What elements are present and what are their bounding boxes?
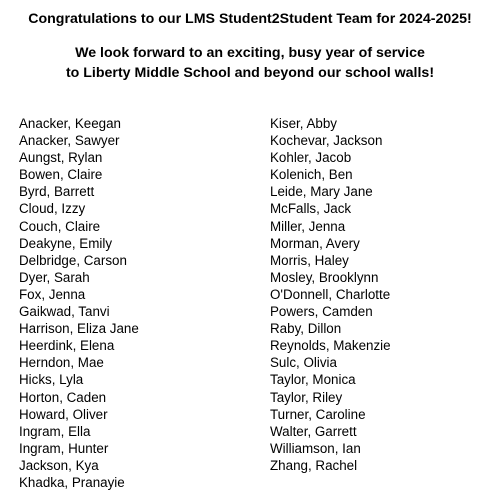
roster-name: Dyer, Sarah	[19, 269, 90, 285]
roster-name: Khadka, Pranayie	[19, 474, 125, 490]
subtitle-line-1: We look forward to an exciting, busy year of service	[75, 45, 425, 61]
roster-name: Ingram, Hunter	[19, 440, 109, 456]
roster-name: Hicks, Lyla	[19, 372, 84, 388]
roster-name: Harrison, Eliza Jane	[19, 321, 139, 337]
roster-name: Morris, Haley	[270, 252, 349, 268]
roster-name: Anacker, Keegan	[19, 116, 121, 131]
roster-name: Powers, Camden	[270, 304, 373, 320]
roster-name: Miller, Jenna	[270, 218, 346, 234]
roster-name: Heerdink, Elena	[19, 338, 115, 354]
header	[0, 9, 500, 83]
roster-name: Kochevar, Jackson	[270, 133, 383, 149]
roster-name: Kolenich, Ben	[270, 167, 353, 183]
roster-name: Sulc, Olivia	[270, 355, 337, 371]
roster-name: Gaikwad, Tanvi	[19, 304, 110, 320]
roster-name: Horton, Caden	[19, 389, 107, 405]
roster-name: Williamson, Ian	[270, 440, 361, 456]
roster-name: Ingram, Ella	[19, 423, 91, 439]
roster-name: Taylor, Monica	[270, 372, 356, 388]
roster-name: Aungst, Rylan	[19, 150, 103, 166]
roster-column-right	[270, 115, 391, 474]
roster-name: Anacker, Sawyer	[19, 133, 120, 149]
roster-name: Bowen, Claire	[19, 167, 103, 183]
subtitle-line-2: to Liberty Middle School and beyond our school walls!	[65, 65, 435, 81]
roster-name: Kohler, Jacob	[270, 150, 352, 166]
page-title: Congratulations to our LMS Student2Student Team for 2024-2025!	[28, 11, 472, 27]
roster-name: Couch, Claire	[19, 218, 101, 234]
roster-name: O'Donnell, Charlotte	[270, 286, 391, 302]
roster-name: Leide, Mary Jane	[270, 184, 373, 200]
roster-name: Fox, Jenna	[19, 286, 86, 302]
roster-name: Turner, Caroline	[270, 406, 366, 422]
roster-name: Jackson, Kya	[19, 457, 99, 473]
roster-name: Cloud, Izzy	[19, 201, 86, 217]
roster-name: Zhang, Rachel	[270, 457, 358, 473]
roster-name: Reynolds, Makenzie	[270, 338, 391, 354]
roster-name: Byrd, Barrett	[19, 184, 95, 200]
roster-name: Herndon, Mae	[19, 355, 104, 371]
roster-name: Howard, Oliver	[19, 406, 108, 422]
roster-name: McFalls, Jack	[270, 201, 352, 217]
roster-name: Taylor, Riley	[270, 389, 343, 405]
roster-name: Raby, Dillon	[270, 321, 342, 337]
roster-name: Kiser, Abby	[270, 116, 337, 131]
roster-name: Walter, Garrett	[270, 423, 357, 439]
roster-name: Mosley, Brooklynn	[270, 269, 379, 285]
roster-name: Morman, Avery	[270, 235, 360, 251]
roster-name: Deakyne, Emily	[19, 235, 113, 251]
roster-column-left	[19, 115, 139, 491]
roster-name: Delbridge, Carson	[19, 252, 127, 268]
